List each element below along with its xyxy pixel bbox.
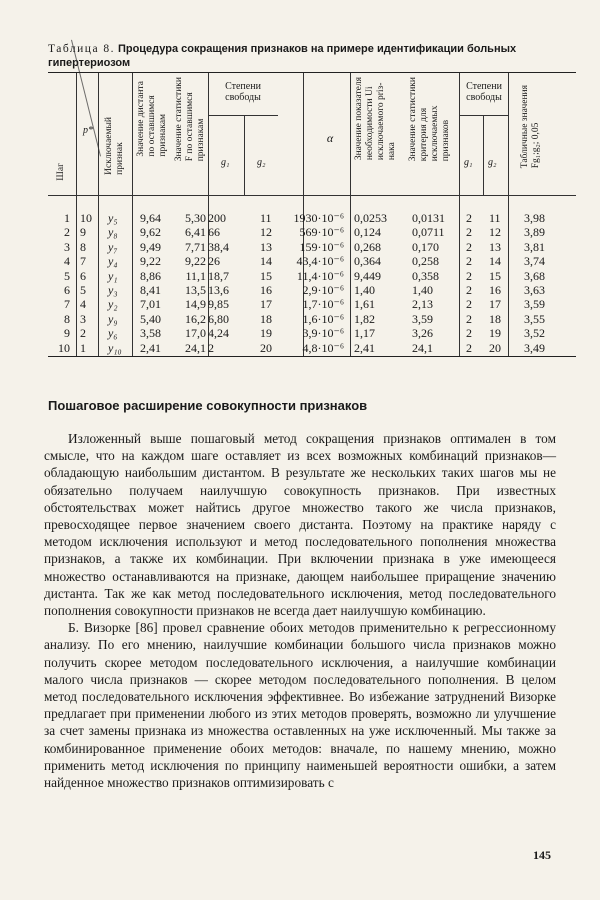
table-cell: 3,26 (412, 326, 433, 341)
column-g2-2 (489, 211, 507, 355)
table-cell: 4 (64, 254, 70, 269)
table-cell: 8,41 (140, 282, 161, 297)
table-cell: 569·10⁻⁶ (299, 225, 344, 240)
header-step: Шаг (56, 163, 66, 181)
header-distance: Значение дистанта по оставшимся признакам (136, 81, 168, 157)
col-rule (508, 73, 509, 356)
table-cell: 12 (260, 225, 272, 240)
col-rule (132, 73, 133, 356)
body-text (44, 430, 556, 791)
table-label: Таблица 8. (48, 43, 116, 55)
header-dof-2: Степени свободы (466, 81, 502, 103)
table-cell: 3,89 (524, 225, 545, 240)
table-cell: y₈ (108, 225, 118, 240)
table-cell: 9 (64, 326, 70, 341)
table-cell: 1,61 (354, 297, 375, 312)
column-statistic (172, 211, 206, 355)
table-cell: 14,9 (185, 297, 206, 312)
table-cell: 0,258 (412, 254, 439, 269)
table-cell: 9,85 (208, 297, 229, 312)
table-cell: 5,40 (140, 311, 161, 326)
table-cell: 3,49 (524, 340, 545, 355)
table-cell: 12 (489, 225, 501, 240)
column-g1-2 (466, 211, 480, 355)
header-g2-2: g₂ (488, 157, 497, 168)
table-cell: 13,5 (185, 282, 206, 297)
column-step (50, 211, 70, 355)
header-p: p* (83, 125, 93, 136)
table-cell: 2,41 (140, 340, 161, 355)
table-cell: 11,4·10⁻⁶ (296, 268, 344, 283)
table-cell: 7 (80, 254, 86, 269)
table-cell: 19 (489, 326, 501, 341)
table-cell: 5 (64, 268, 70, 283)
table-cell: 6,41 (185, 225, 206, 240)
table-cell: 159·10⁻⁶ (299, 239, 344, 254)
table-title: Процедура сокращения признаков на примере идентификации больных гипертериозом (48, 43, 517, 69)
column-p (80, 211, 98, 355)
table-cell: 9,22 (185, 254, 206, 269)
table-cell: 1,82 (354, 311, 375, 326)
table-cell: 3,74 (524, 254, 545, 269)
table-cell: 2 (466, 239, 472, 254)
dof-rule (483, 115, 484, 195)
header-table-value: Табличные значения Fg₁;g₂; 0,05 (520, 85, 541, 169)
header-excluded: Исключаемый признак (104, 117, 125, 175)
table-cell: 8 (64, 311, 70, 326)
table-cell: y₆ (108, 326, 118, 341)
table-cell: 2 (466, 340, 472, 355)
table-cell: 3 (80, 311, 86, 326)
dof-rule (244, 115, 245, 195)
table-cell: 15 (489, 268, 501, 283)
table-cell: 24,1 (185, 340, 206, 355)
table-cell: 0,358 (412, 268, 439, 283)
table-cell: 5 (80, 282, 86, 297)
table-cell: y₂ (108, 297, 118, 312)
table-cell: y₉ (108, 311, 118, 326)
table-cell: 0,364 (354, 254, 381, 269)
table-cell: 9,449 (354, 268, 381, 283)
table-cell: 3,59 (412, 311, 433, 326)
column-g2 (260, 211, 280, 355)
table-cell: 14 (260, 254, 272, 269)
table-cell: 15 (260, 268, 272, 283)
table-cell: 20 (260, 340, 272, 355)
table-cell: 2 (208, 340, 214, 355)
col-rule (98, 73, 99, 356)
table-cell: 2,13 (412, 297, 433, 312)
table-cell: 18 (489, 311, 501, 326)
table-cell: 9,62 (140, 225, 161, 240)
table-caption (48, 42, 568, 70)
table-cell: 17 (260, 297, 272, 312)
table-cell: 2 (64, 225, 70, 240)
header-ui: Значение показателя необходимости Ui исключаемого priз- нака (354, 77, 397, 161)
table-cell: y₃ (108, 282, 118, 297)
table-cell: 13 (489, 239, 501, 254)
table-cell: 3,52 (524, 326, 545, 341)
table-cell: 6,80 (208, 311, 229, 326)
paragraph-2: Б. Визорке [86] провел сравнение обоих методов применительно к регрессионному анализу. По его мнению, наилучшие комбинации большого числа признаков можно получить скорее методом последовательного исключения, а наилучшие комбинации малого числа признаков — скорее методом последовательного пополнения. В целом метод последовательного исключения эффективнее. Во избежание затруднений Визорке предлагает при применении любого из этих методов проверять, возможно ли улучшение за счет замены признака из множества оставленных на уже исключенный. Мы также за комбинированное применение обоих методов: вначале, по нашему мнению, можно применить метод исключения по принципу наименьшей вероятности ошибки, а затем найденное множество признаков оптимизировать с (44, 620, 556, 791)
table-cell: 1 (80, 340, 86, 355)
dof-rule (208, 115, 278, 116)
table-cell: 3 (64, 239, 70, 254)
table-cell: 4,24 (208, 326, 229, 341)
table-cell: 14 (489, 254, 501, 269)
table-cell: 2,41 (354, 340, 375, 355)
table-cell: 16 (489, 282, 501, 297)
table-cell: 2 (466, 297, 472, 312)
table-cell: 2 (466, 326, 472, 341)
table-cell: 1930·10⁻⁶ (293, 211, 344, 225)
table-cell: 2,9·10⁻⁶ (302, 282, 344, 297)
table-cell: 16,2 (185, 311, 206, 326)
table-cell: 4,8·10⁻⁶ (302, 340, 344, 355)
table-cell: 19 (260, 326, 272, 341)
table-cell: 1,40 (412, 282, 433, 297)
table-cell: 10 (58, 340, 70, 355)
table-cell: 0,0711 (412, 225, 445, 240)
table-cell: 9,22 (140, 254, 161, 269)
table-cell: 11 (260, 211, 272, 225)
table-cell: 3,98 (524, 211, 545, 225)
table-cell: 2 (466, 211, 472, 225)
table-cell: 4 (80, 297, 86, 312)
table-cell: 200 (208, 211, 226, 225)
table-cell: 13 (260, 239, 272, 254)
table-cell: 10 (80, 211, 92, 225)
table-cell: 2 (466, 282, 472, 297)
table-cell: 2 (466, 225, 472, 240)
table-cell: 8,86 (140, 268, 161, 283)
table-cell: 1,6·10⁻⁶ (302, 311, 344, 326)
column-criterion (412, 211, 458, 355)
table-cell: 7 (64, 297, 70, 312)
header-g2: g₂ (257, 157, 266, 168)
header-alpha: α (326, 131, 334, 145)
column-ui (354, 211, 404, 355)
column-alpha (282, 211, 344, 355)
table-cell: y₁₀ (108, 340, 122, 355)
table-cell: 18 (260, 311, 272, 326)
table-cell: 26 (208, 254, 220, 269)
table-cell: 7,01 (140, 297, 161, 312)
table-cell: 43,4·10⁻⁶ (296, 254, 344, 269)
column-table-value (524, 211, 564, 355)
table-cell: 5,30 (185, 211, 206, 225)
table-cell: 3,58 (140, 326, 161, 341)
header-g1-2: g₁ (464, 157, 473, 168)
table-cell: 0,0131 (412, 211, 445, 225)
table-cell: y₁ (108, 268, 118, 283)
table-cell: y₄ (108, 254, 118, 269)
table-cell: 13,6 (208, 282, 229, 297)
header-rule (48, 195, 576, 196)
header-statistic: Значение статистики F по оставшимся признакам (174, 77, 206, 162)
table-cell: 9,64 (140, 211, 161, 225)
column-g1 (208, 211, 244, 355)
table-cell: 1,7·10⁻⁶ (302, 297, 344, 312)
table-cell: 1,40 (354, 282, 375, 297)
table-cell: 3,9·10⁻⁶ (302, 326, 344, 341)
table-cell: 9 (80, 225, 86, 240)
table-cell: 0,124 (354, 225, 381, 240)
table-cell: 2 (466, 311, 472, 326)
table-cell: 0,0253 (354, 211, 387, 225)
table-cell: 2 (466, 254, 472, 269)
table-cell: 17,0 (185, 326, 206, 341)
table-cell: 2 (80, 326, 86, 341)
column-feature (108, 211, 132, 355)
table-cell: 3,59 (524, 297, 545, 312)
table-cell: y₅ (108, 211, 118, 225)
table-cell: 6 (80, 268, 86, 283)
table-cell: 16 (260, 282, 272, 297)
section-heading: Пошаговое расширение совокупности признаков (48, 398, 368, 413)
table-cell: 3,55 (524, 311, 545, 326)
table-cell: 24,1 (412, 340, 433, 355)
table-cell: 6 (64, 282, 70, 297)
col-rule (350, 73, 351, 356)
table-cell: 0,170 (412, 239, 439, 254)
table-cell: 1,17 (354, 326, 375, 341)
col-rule (76, 73, 77, 356)
table-cell: 20 (489, 340, 501, 355)
table-cell: 2 (466, 268, 472, 283)
table-cell: 11 (489, 211, 501, 225)
table-cell: 1 (64, 211, 70, 225)
table-cell: 0,268 (354, 239, 381, 254)
data-table (48, 72, 576, 357)
table-cell: 3,81 (524, 239, 545, 254)
page-number: 145 (533, 848, 551, 862)
table-cell: 66 (208, 225, 220, 240)
table-cell: 11,1 (185, 268, 206, 283)
table-cell: y₇ (108, 239, 118, 254)
table-cell: 9,49 (140, 239, 161, 254)
table-cell: 3,63 (524, 282, 545, 297)
table-cell: 7,71 (185, 239, 206, 254)
header-dof: Степени свободы (225, 81, 261, 103)
paragraph-1: Изложенный выше пошаговый метод сокращения признаков оптимален в том смысле, что на каждом шаге оставляет из всех возможных комбинаций признаков—обладающую наибольшим дистантом. В результате же нескольких таких шагов мы не обязательно получаем наилучшую совокупность признаков. При известных обстоятельствах может найтись другое множество такого же числа признаков, превосходящее первое значением своего дистанта. Поэтому на практике наряду с методом исключения используют и метод последовательного пополнения множества признаков, а также их комбинации. При включении признака в уже имеющееся множество останавливаются на признаке, дающем наибольшее приращение значению дистанта. Так же как метод последовательного исключения, метод последовательного пополнения совокупности признаков не всегда дает наилучшую комбинацию. (44, 431, 556, 619)
header-g1: g₁ (221, 157, 230, 168)
table-cell: 18,7 (208, 268, 229, 283)
table-cell: 17 (489, 297, 501, 312)
table-cell: 8 (80, 239, 86, 254)
table-cell: 38,4 (208, 239, 229, 254)
header-criterion: Значение статистики критерия для исключаемых признаков (408, 77, 451, 162)
table-cell: 3,68 (524, 268, 545, 283)
